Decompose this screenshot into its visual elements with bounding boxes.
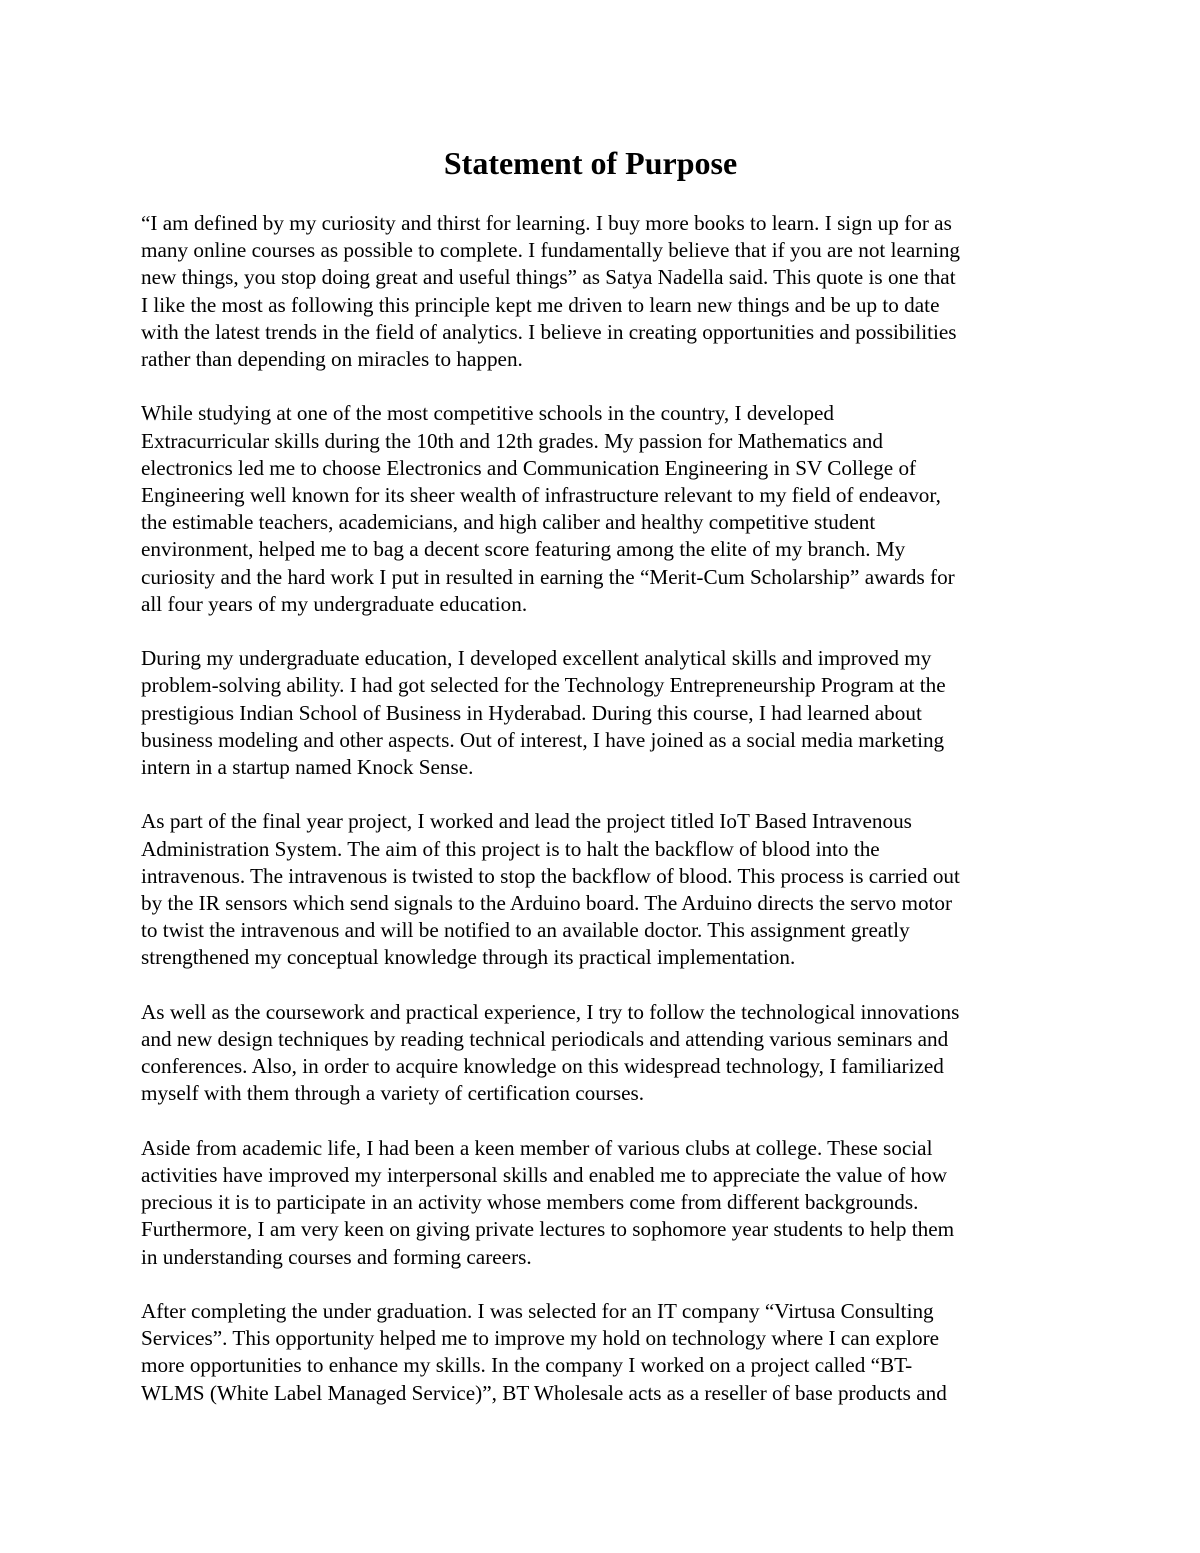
page-title: Statement of Purpose <box>443 145 738 181</box>
text-line: myself with them through a variety of certification courses. <box>141 1081 645 1106</box>
text-line: with the latest trends in the field of analytics. I believe in creating opportunities and possibilities <box>141 319 957 344</box>
paragraph-6 <box>141 1135 1071 1271</box>
text-line: During my undergraduate education, I developed excellent analytical skills and improved my <box>141 646 932 671</box>
text-line: I like the most as following this principle kept me driven to learn new things and be up to date <box>141 292 940 317</box>
text-line: intern in a startup named Knock Sense. <box>141 755 474 780</box>
text-line: Engineering well known for its sheer wealth of infrastructure relevant to my field of endeavor, <box>141 483 941 508</box>
text-line: “I am defined by my curiosity and thirst for learning. I buy more books to learn. I sign up for as <box>141 211 952 235</box>
text-line: prestigious Indian School of Business in Hyderabad. During this course, I had learned about <box>141 700 922 725</box>
text-line: conferences. Also, in order to acquire knowledge on this widespread technology, I familiarized <box>141 1054 944 1079</box>
text-line: WLMS (White Label Managed Service)”, BT Wholesale acts as a reseller of base products and <box>141 1380 947 1405</box>
text-line: new things, you stop doing great and useful things” as Satya Nadella said. This quote is one that <box>141 265 956 290</box>
text-line: and new design techniques by reading technical periodicals and attending various seminars and <box>141 1027 949 1052</box>
document-body <box>141 210 1071 1407</box>
paragraph-1 <box>141 210 1071 373</box>
text-line: more opportunities to enhance my skills. In the company I worked on a project called “BT- <box>141 1353 913 1378</box>
text-line: As part of the final year project, I worked and lead the project titled IoT Based Intravenous <box>141 809 912 834</box>
text-line: Aside from academic life, I had been a keen member of various clubs at college. These social <box>141 1135 933 1160</box>
text-line: activities have improved my interpersonal skills and enabled me to appreciate the value of how <box>141 1163 948 1188</box>
paragraph-4 <box>141 808 1071 971</box>
paragraph-3 <box>141 645 1071 781</box>
text-line: problem-solving ability. I had got selected for the Technology Entrepreneurship Program at the <box>141 673 946 698</box>
text-line: Furthermore, I am very keen on giving private lectures to sophomore year students to help them <box>141 1217 955 1242</box>
text-line: While studying at one of the most competitive schools in the country, I developed <box>141 401 834 426</box>
text-line: electronics led me to choose Electronics and Communication Engineering in SV College of <box>141 455 917 480</box>
paragraph-5 <box>141 999 1071 1108</box>
text-line: in understanding courses and forming careers. <box>141 1244 532 1269</box>
text-line: all four years of my undergraduate education. <box>141 591 528 616</box>
text-line: rather than depending on miracles to happen. <box>141 347 523 372</box>
text-line: environment, helped me to bag a decent score featuring among the elite of my branch. My <box>141 537 906 562</box>
text-line: strengthened my conceptual knowledge through its practical implementation. <box>141 945 796 970</box>
text-line: curiosity and the hard work I put in resulted in earning the “Merit-Cum Scholarship” awards for <box>141 564 955 589</box>
paragraph-7 <box>141 1298 1071 1407</box>
text-line: to twist the intravenous and will be notified to an available doctor. This assignment greatly <box>141 918 910 943</box>
paragraph-2 <box>141 400 1071 618</box>
text-line: many online courses as possible to complete. I fundamentally believe that if you are not learning <box>141 238 961 263</box>
text-line: After completing the under graduation. I was selected for an IT company “Virtusa Consulting <box>141 1299 934 1324</box>
text-line: the estimable teachers, academicians, and high caliber and healthy competitive student <box>141 510 876 535</box>
text-line: Administration System. The aim of this project is to halt the backflow of blood into the <box>141 836 880 861</box>
text-line: Services”. This opportunity helped me to improve my hold on technology where I can explore <box>141 1326 940 1351</box>
text-line: Extracurricular skills during the 10th and 12th grades. My passion for Mathematics and <box>141 428 883 453</box>
text-line: business modeling and other aspects. Out of interest, I have joined as a social media marketing <box>141 727 945 752</box>
text-line: precious it is to participate in an activity whose members come from different backgrounds. <box>141 1190 919 1215</box>
text-line: by the IR sensors which send signals to the Arduino board. The Arduino directs the servo motor <box>141 891 953 916</box>
text-line: As well as the coursework and practical experience, I try to follow the technological innovations <box>141 999 960 1024</box>
text-line: intravenous. The intravenous is twisted to stop the backflow of blood. This process is carried out <box>141 863 960 888</box>
